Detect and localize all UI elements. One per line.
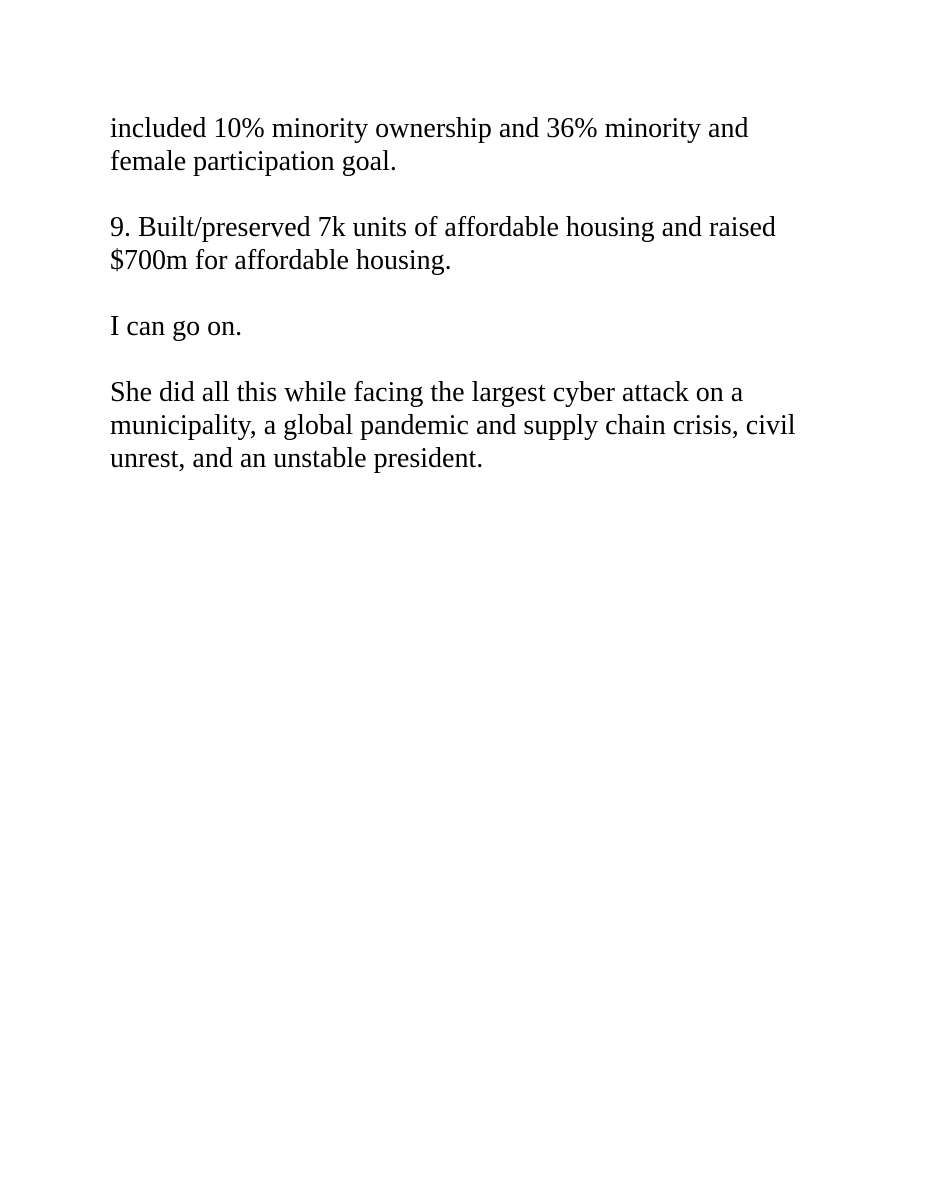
text-line: included 10% minority ownership and 36% minority and	[110, 113, 749, 144]
paragraph-go-on	[110, 310, 870, 343]
text-line: I can go on.	[110, 311, 243, 342]
text-line: female participation goal.	[110, 146, 397, 177]
text-line: unrest, and an unstable president.	[110, 443, 484, 474]
document-body	[110, 112, 870, 508]
paragraph-affordable-housing	[110, 211, 870, 277]
text-line: 9. Built/preserved 7k units of affordable housing and raised	[110, 212, 776, 243]
paragraph-ownership-goal	[110, 112, 870, 178]
text-line: $700m for affordable housing.	[110, 245, 452, 276]
paragraph-challenges	[110, 376, 870, 475]
text-line: municipality, a global pandemic and supply chain crisis, civil	[110, 410, 796, 441]
text-line: She did all this while facing the largest cyber attack on a	[110, 377, 744, 408]
